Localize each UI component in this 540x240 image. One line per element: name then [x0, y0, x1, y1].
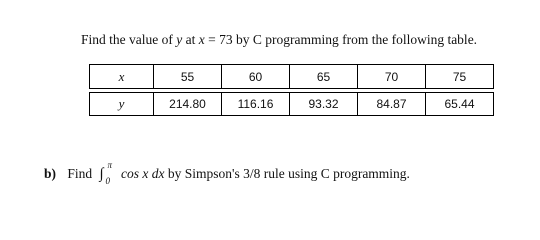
- table-row-y: [90, 93, 494, 116]
- x-value-3: 65: [290, 65, 358, 89]
- y-value-2: 116.16: [222, 93, 290, 116]
- x-value-2: 60: [222, 65, 290, 89]
- integral-expression: [99, 160, 113, 186]
- integral-upper-limit: π: [107, 160, 113, 170]
- question-b: [44, 160, 410, 186]
- question-var-x: x: [198, 32, 205, 47]
- y-value-3: 93.32: [290, 93, 358, 116]
- integral-lower-limit: 0: [105, 176, 111, 186]
- y-value-1: 214.80: [154, 93, 222, 116]
- question-at: at: [182, 32, 199, 47]
- data-table: [89, 64, 494, 116]
- x-value-1: 55: [154, 65, 222, 89]
- part-b-find: Find: [67, 166, 93, 181]
- table-row-x: [90, 65, 494, 89]
- question-text-after: = 73 by C programming from the following table.: [204, 32, 478, 47]
- integral-sign: ∫: [99, 166, 104, 182]
- row-label-x: x: [90, 65, 154, 89]
- x-value-4: 70: [358, 65, 426, 89]
- row-label-y: y: [90, 93, 154, 116]
- question-var-y: y: [176, 32, 183, 47]
- part-b-label: b): [44, 166, 57, 181]
- question-a: [81, 32, 477, 48]
- y-value-5: 65.44: [426, 93, 494, 116]
- part-b-text-after: by Simpson's 3/8 rule using C programming.: [167, 166, 410, 181]
- question-text-before: Find the value of: [81, 32, 177, 47]
- x-value-5: 75: [426, 65, 494, 89]
- integrand: cos x dx: [121, 166, 165, 181]
- y-value-4: 84.87: [358, 93, 426, 116]
